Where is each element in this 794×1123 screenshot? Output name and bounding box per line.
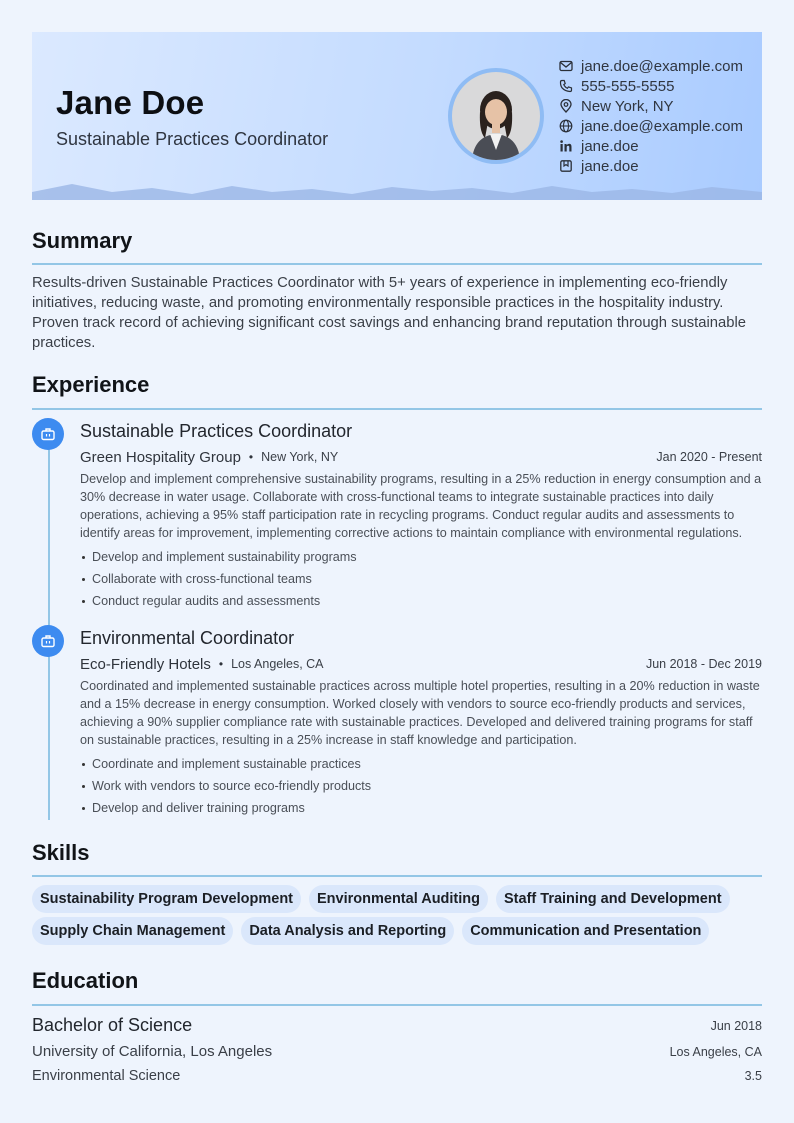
contact-website[interactable]	[559, 116, 743, 136]
job-location: New York, NY	[261, 450, 339, 464]
job-description: Coordinated and implemented sustainable practices across multiple hotel properties, resulting in a 20% reduction in waste and a 15% decrease in energy consumption. Worked closely with vendors to source eco-friendly products and services, achieving a 90% supplier compliance rate with sustainable practices. Developed and delivered training programs for staff on sustainable practices, resulting in a 25% increase in staff knowledge and participation.	[80, 679, 760, 747]
experience-heading: Experience	[32, 372, 150, 397]
header-banner	[32, 32, 762, 200]
globe-icon	[559, 119, 573, 133]
job-location: Los Angeles, CA	[231, 657, 324, 671]
contact-location-text: New York, NY	[581, 97, 674, 115]
contact-linkedin-text: jane.doe	[581, 137, 639, 155]
education-location: Los Angeles, CA	[669, 1044, 762, 1059]
contact-email[interactable]	[559, 56, 743, 76]
job-dates: Jun 2018 - Dec 2019	[645, 657, 762, 671]
skill-chip: Sustainability Program Development	[32, 885, 301, 913]
separator-dot: •	[218, 657, 224, 671]
job-bullet: Develop and deliver training programs	[80, 797, 762, 819]
skills-divider	[32, 875, 762, 877]
job-bullet: Conduct regular audits and assessments	[80, 590, 762, 612]
job-entry	[80, 419, 762, 612]
linkedin-icon	[559, 139, 573, 153]
education-degree-row	[32, 1015, 762, 1036]
separator-dot: •	[248, 450, 254, 464]
job-entry	[80, 626, 762, 819]
bookmark-icon	[559, 159, 573, 173]
job-bullet: Collaborate with cross-functional teams	[80, 568, 762, 590]
job-title: Environmental Coordinator	[80, 628, 295, 648]
contact-website-text: jane.doe@example.com	[581, 117, 743, 135]
contact-phone-text: 555-555-5555	[581, 77, 675, 95]
contact-profile-text: jane.doe	[581, 157, 639, 175]
header-wave-decoration	[32, 180, 762, 200]
briefcase-icon	[32, 418, 64, 450]
job-description: Develop and implement comprehensive sustainability programs, resulting in a 25% reduction in energy consumption and a 30% decrease in water usage. Collaborate with cross-functional teams to integrate sustainable practices into daily operations, achieving a 95% staff participation rate in recycling programs. Conduct regular audits and assessments to identify areas for improvement, implementing corrective actions to maintain compliance with environmental regulations.	[80, 472, 762, 540]
education-heading: Education	[32, 968, 139, 993]
contact-location	[559, 96, 743, 116]
education-school: University of California, Los Angeles	[32, 1043, 273, 1060]
skill-row	[32, 885, 762, 913]
contact-linkedin[interactable]	[559, 136, 743, 156]
summary-divider	[32, 263, 762, 265]
summary-heading: Summary	[32, 228, 133, 253]
job-meta	[80, 654, 762, 674]
education-field-row	[32, 1068, 762, 1084]
contact-email-text: jane.doe@example.com	[581, 57, 743, 75]
job-dates: Jan 2020 - Present	[656, 450, 762, 464]
skill-chip: Environmental Auditing	[309, 885, 488, 913]
job-company: Green Hospitality Group	[80, 448, 241, 466]
experience-divider	[32, 408, 762, 410]
skill-chip: Data Analysis and Reporting	[241, 917, 454, 945]
job-company: Eco-Friendly Hotels	[80, 655, 211, 673]
job-bullet: Develop and implement sustainability programs	[80, 546, 762, 568]
skill-chip: Communication and Presentation	[462, 917, 709, 945]
contact-profile[interactable]	[559, 156, 743, 176]
skill-row	[32, 917, 762, 945]
job-bullets	[80, 753, 762, 819]
briefcase-icon	[32, 625, 64, 657]
education-degree: Bachelor of Science	[32, 1015, 193, 1035]
skills-list	[32, 885, 762, 949]
skills-heading: Skills	[32, 840, 90, 865]
education-date: Jun 2018	[710, 1018, 762, 1033]
summary-text: Results-driven Sustainable Practices Coordinator with 5+ years of experience in implementing eco-friendly initiatives, reducing waste, and promoting environmentally responsible practices in the hospitality industry. Proven track record of achieving significant cost savings and enhancing brand reputation through sustainable practices.	[32, 275, 746, 351]
mail-icon	[559, 59, 573, 73]
contact-list	[559, 56, 743, 176]
candidate-title: Sustainable Practices Coordinator	[56, 129, 329, 149]
job-meta	[80, 447, 762, 467]
job-bullets	[80, 546, 762, 612]
education-gpa: 3.5	[744, 1069, 762, 1083]
candidate-name: Jane Doe	[56, 84, 205, 121]
location-pin-icon	[559, 99, 573, 113]
skill-chip: Supply Chain Management	[32, 917, 233, 945]
avatar	[448, 68, 544, 164]
education-school-row	[32, 1043, 762, 1060]
contact-phone[interactable]	[559, 76, 743, 96]
education-field: Environmental Science	[32, 1068, 181, 1084]
job-bullet: Coordinate and implement sustainable practices	[80, 753, 762, 775]
skill-chip: Staff Training and Development	[496, 885, 730, 913]
job-title: Sustainable Practices Coordinator	[80, 421, 353, 441]
phone-icon	[559, 79, 573, 93]
job-bullet: Work with vendors to source eco-friendly products	[80, 775, 762, 797]
profile-photo	[452, 72, 540, 160]
education-divider	[32, 1004, 762, 1006]
